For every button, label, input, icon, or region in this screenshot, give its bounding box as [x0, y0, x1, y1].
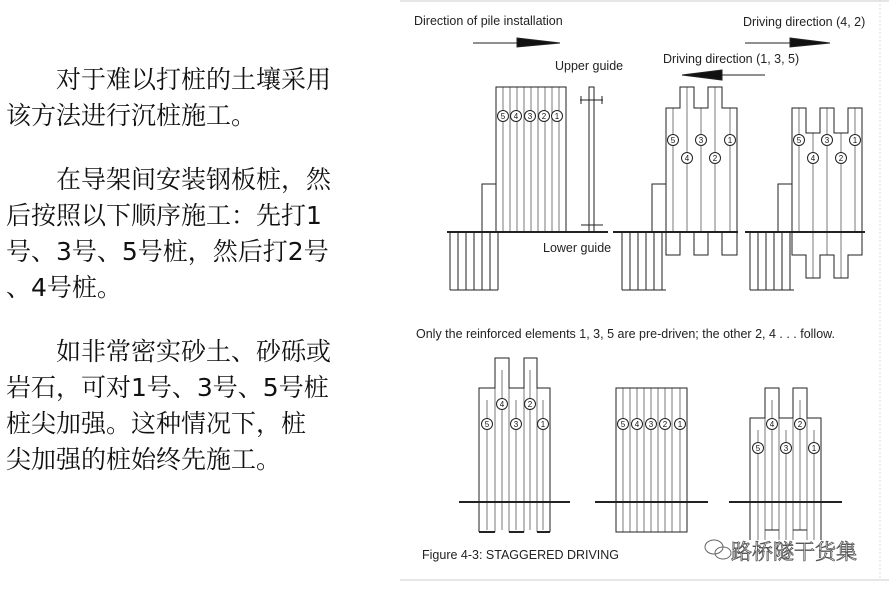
text-line: 号、3号、5号桩，然后打2号	[6, 237, 329, 266]
wechat-logo-icon	[705, 540, 731, 559]
pile-number-label: 4	[684, 154, 690, 163]
pile-number-label: 5	[484, 420, 490, 429]
text-line: 尖加强的桩始终先施工。	[6, 445, 282, 474]
paragraph-1	[6, 62, 398, 134]
pile-number-label: 5	[500, 112, 506, 121]
pile-number-label: 3	[783, 444, 789, 453]
pile-number-label: 3	[824, 136, 830, 145]
guide-post	[589, 87, 594, 232]
pile-group-3	[750, 108, 862, 290]
driving-42-label: Driving direction (4, 2)	[743, 15, 866, 29]
pile-number-label: 2	[527, 400, 533, 409]
text-line: 在导架间安装钢板桩，然	[56, 165, 332, 194]
pile-number-label: 2	[838, 154, 844, 163]
note-text: Only the reinforced elements 1, 3, 5 are pre-driven; the other 2, 4 . . . follow.	[416, 327, 835, 341]
lower-guide-label: Lower guide	[543, 241, 612, 255]
pile-group-2	[622, 87, 737, 290]
pile-number-label: 4	[810, 154, 816, 163]
staggered-driving-figure	[400, 0, 889, 591]
pile-number-label: 1	[677, 420, 683, 429]
text-line: 桩尖加强。这种情况下，桩	[6, 409, 307, 438]
pile-group-4	[479, 358, 550, 532]
pile-number-label: 4	[499, 400, 505, 409]
pile-number-label: 5	[670, 136, 676, 145]
pile-number-label: 4	[634, 420, 640, 429]
text-line: 该方法进行沉桩施工。	[6, 101, 257, 130]
pile-number-label: 2	[541, 112, 547, 121]
paragraph-3	[6, 334, 398, 478]
pile-number-label: 4	[769, 420, 775, 429]
pile-number-label: 3	[648, 420, 654, 429]
pile-number-label: 1	[727, 136, 733, 145]
pile-number-label: 1	[540, 420, 546, 429]
pile-number-label: 4	[513, 112, 519, 121]
pile-number-label: 3	[698, 136, 704, 145]
pile-number-label: 2	[797, 420, 803, 429]
pile-number-label: 1	[811, 444, 817, 453]
arrow-right-icon	[745, 38, 830, 47]
pile-group-6	[750, 388, 821, 540]
paragraph-2	[6, 162, 398, 306]
text-line: 如非常密实砂土、砂砾或	[56, 337, 332, 366]
text-line: 岩石，可对1号、3号、5号桩	[6, 373, 329, 402]
driving-135-label: Driving direction (1, 3, 5)	[663, 52, 800, 66]
pile-number-label: 3	[527, 112, 533, 121]
pile-number-label: 3	[513, 420, 519, 429]
pile-number-label: 5	[796, 136, 802, 145]
pile-group-5	[616, 388, 687, 532]
pile-number-label: 2	[712, 154, 718, 163]
arrow-left-icon	[682, 70, 765, 80]
pile-number-label: 1	[852, 136, 858, 145]
pile-number-label: 1	[554, 112, 560, 121]
upper-guide-label: Upper guide	[555, 59, 624, 73]
text-line: 后按照以下顺序施工：先打1	[6, 201, 322, 230]
slide-text	[6, 62, 398, 506]
pile-number-label: 2	[662, 420, 668, 429]
arrow-right-icon	[473, 38, 560, 47]
figure-caption: Figure 4-3: STAGGERED DRIVING	[422, 548, 620, 562]
text-line: 对于难以打桩的土壤采用	[56, 65, 332, 94]
pile-number-markers	[482, 111, 861, 454]
text-line: 、4号桩。	[6, 273, 122, 302]
direction-install-label: Direction of pile installation	[414, 14, 563, 28]
pile-number-label: 5	[620, 420, 626, 429]
pile-number-label: 5	[755, 444, 761, 453]
watermark: 路桥隧干货集	[731, 540, 857, 564]
